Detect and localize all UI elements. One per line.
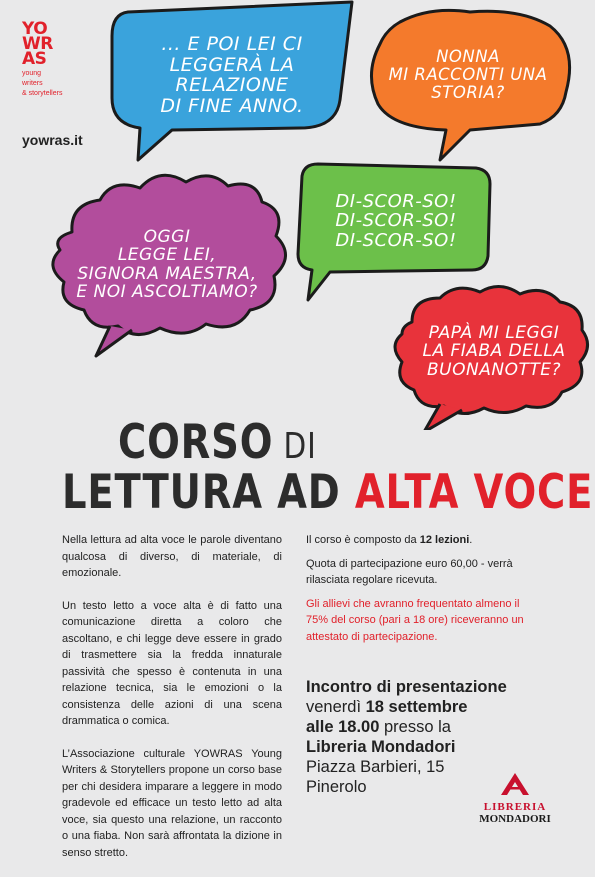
green-bubble-text: DI-SCOR-SO! DI-SCOR-SO! DI-SCOR-SO! — [335, 191, 457, 251]
presentation-address: Piazza Barbieri, 15 — [306, 758, 445, 776]
description-column — [62, 532, 282, 877]
logo-sub-line: young — [22, 70, 42, 77]
title-line-1 — [118, 415, 317, 470]
logo-word-line: AS — [22, 49, 47, 69]
course-lessons — [306, 532, 542, 549]
lessons-text: Il corso è composto da — [306, 534, 420, 546]
website-link[interactable]: yowras.it — [22, 132, 83, 148]
title-corso: CORSO — [118, 415, 274, 470]
presentation-heading: Incontro di presentazione — [306, 678, 507, 696]
description-paragraph: Nella lettura ad alta voce le parole diventano qualcosa di diverso, di materiale, di emozionale. — [62, 534, 282, 579]
description-paragraph: L’Associazione culturale YOWRAS Young Writers & Storytellers propone un corso base per chi desidera imparare a leggere in modo gradevole ed efficace un testo letto ad alta voce, sia questo una relazione, un racconto o una fiaba. Non sarà affrontata la dizione in senso stretto. — [62, 747, 282, 859]
presentation-place: Libreria Mondadori — [306, 738, 456, 756]
orange-bubble-text: NONNA MI RACCONTI UNA STORIA? — [388, 47, 548, 102]
course-fee: Quota di partecipazione euro 60,00 - verrà rilasciata regolare ricevuta. — [306, 557, 513, 586]
lessons-period: . — [469, 534, 473, 546]
logo-sub-line: & storytellers — [22, 90, 63, 97]
course-certificate: Gli allievi che avranno frequentato almeno il 75% del corso (pari a 18 ore) riceveranno un attestato di partecipazione. — [306, 597, 524, 643]
date-weekday: venerdì — [306, 698, 366, 716]
presentation-time — [306, 717, 546, 737]
presentation-city: Pinerolo — [306, 778, 367, 796]
logo-word-line: WR — [22, 34, 53, 54]
mondadori-a-icon — [498, 772, 532, 796]
mondadori-line-1: LIBRERIA — [483, 801, 547, 813]
time-presso: presso la — [379, 718, 451, 736]
title-alta-voce: ALTA VOCE — [354, 465, 594, 520]
blue-bubble-text: ... E POI LEI CI LEGGERÀ LA RELAZIONE DI FINE ANNO. — [160, 33, 304, 117]
logo-sub-line: writers — [22, 80, 43, 87]
presentation-date — [306, 697, 546, 717]
description-paragraph: Un testo letto a voce alta è di fatto una comunicazione diretta a coloro che ascoltano, e chi legge deve essere in grado di trasmettere sia la fredda innaturale passività che spesso è contenuta in una relazione tecnica, sia le emozioni o la consistenza delle azioni di una scena drammatica o comica. — [62, 599, 282, 727]
mondadori-line-2: MONDADORI — [479, 813, 551, 825]
date-day: 18 settembre — [365, 698, 468, 716]
logo-word-line: YO — [22, 19, 48, 39]
lessons-count: 12 lezioni — [419, 534, 470, 546]
mondadori-logo — [470, 772, 560, 825]
title-lettura-ad: LETTURA AD — [62, 465, 355, 520]
title-line-2 — [62, 465, 593, 520]
title-di: DI — [273, 426, 317, 467]
time-value: alle 18.00 — [306, 718, 380, 736]
purple-bubble-text: OGGI LEGGE LEI, SIGNORA MAESTRA, E NOI ASCOLTIAMO? — [76, 227, 258, 303]
red-bubble-text: PAPÀ MI LEGGI LA FIABA DELLA BUONANOTTE? — [422, 323, 566, 380]
course-info-column — [306, 532, 542, 652]
